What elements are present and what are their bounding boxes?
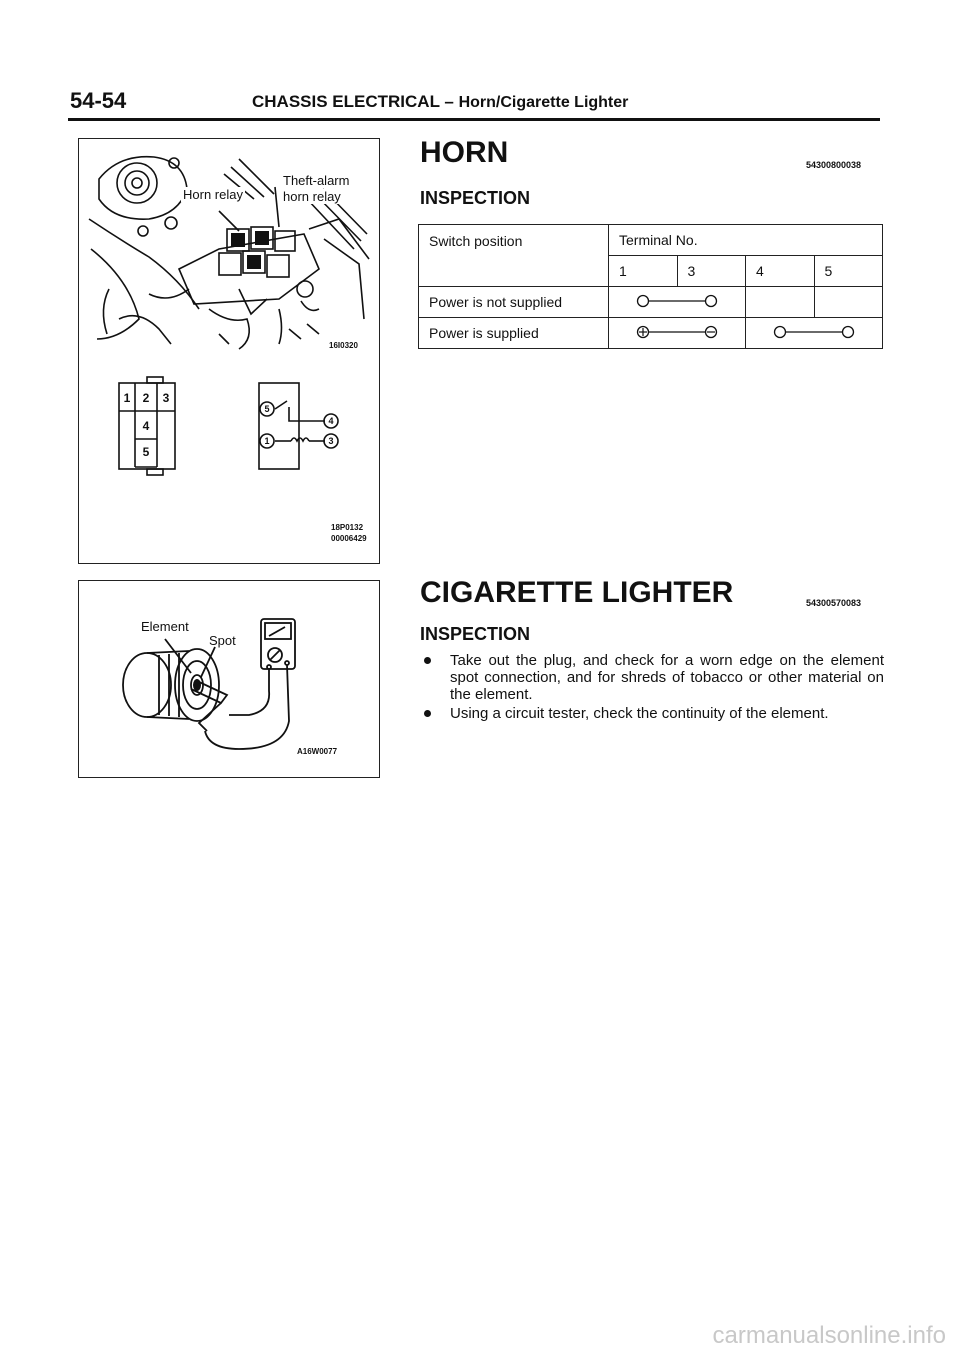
horn-title: HORN [420,136,509,169]
table-row [419,287,883,318]
page-number: 54-54 [70,88,127,113]
row-label-supplied: Power is supplied [419,318,609,349]
connector-pin-2: 2 [142,391,150,405]
header-terminal-no: Terminal No. [609,225,883,256]
lighter-code: 54300570083 [806,598,862,608]
connector-pin-4: 4 [142,419,150,433]
horn-relay-figure [78,138,380,564]
lighter-title: CIGARETTE LIGHTER [420,576,734,609]
figure-code-bottom-2: 00006429 [331,534,367,543]
figure-code-bottom-1: 18P0132 [331,523,364,532]
watermark: carmanualsonline.info [712,1322,946,1349]
horn-inspection-title: INSPECTION [420,188,531,208]
heading-dash: – [444,92,454,111]
circuit-pin-3: 3 [328,436,334,446]
empty-cell [746,287,815,318]
label-spot: Spot [209,633,236,648]
table-row [419,318,883,349]
circuit-pin-4: 4 [328,416,334,426]
row-label-not-supplied: Power is not supplied [419,287,609,318]
terminal-3: 3 [677,256,746,287]
subsection-name: Horn/Cigarette Lighter [458,94,629,111]
list-item: Take out the plug, and check for a worn edge on the element spot connection, and for shreds of tobacco or other material on the element. [424,652,884,703]
header-rule [68,118,880,121]
section-name: CHASSIS ELECTRICAL [252,92,440,111]
figure-code-lighter: A16W0077 [297,747,338,756]
lighter-inspection-title: INSPECTION [420,624,531,644]
plus-minus-symbol [609,322,745,342]
continuity-symbol [746,322,882,342]
circuit-pin-5: 5 [264,404,270,414]
label-theft-alarm-2: horn relay [283,189,341,204]
continuity-4-5 [746,318,883,349]
connector-pin-1: 1 [123,391,131,405]
connector-pin-5: 5 [142,445,150,459]
connector-pin-3: 3 [162,391,170,405]
table-header-row [419,225,883,256]
label-theft-alarm-1: Theft-alarm [283,173,350,188]
continuity-1-3 [609,287,746,318]
lighter-figure [78,580,380,778]
header-switch-position: Switch position [419,225,609,287]
page-heading [252,92,628,112]
label-horn-relay: Horn relay [183,187,243,202]
horn-inspection-table [418,224,883,349]
power-1-3 [609,318,746,349]
circuit-pin-1: 1 [264,436,270,446]
lighter-inspection-steps [424,652,884,724]
list-item: Using a circuit tester, check the continuity of the element. [424,705,884,722]
figure-code-top: 16I0320 [329,341,358,350]
label-element: Element [141,619,189,634]
continuity-symbol [609,291,745,311]
terminal-1: 1 [609,256,678,287]
empty-cell [814,287,883,318]
terminal-5: 5 [814,256,883,287]
terminal-4: 4 [746,256,815,287]
horn-code: 54300800038 [806,160,862,170]
